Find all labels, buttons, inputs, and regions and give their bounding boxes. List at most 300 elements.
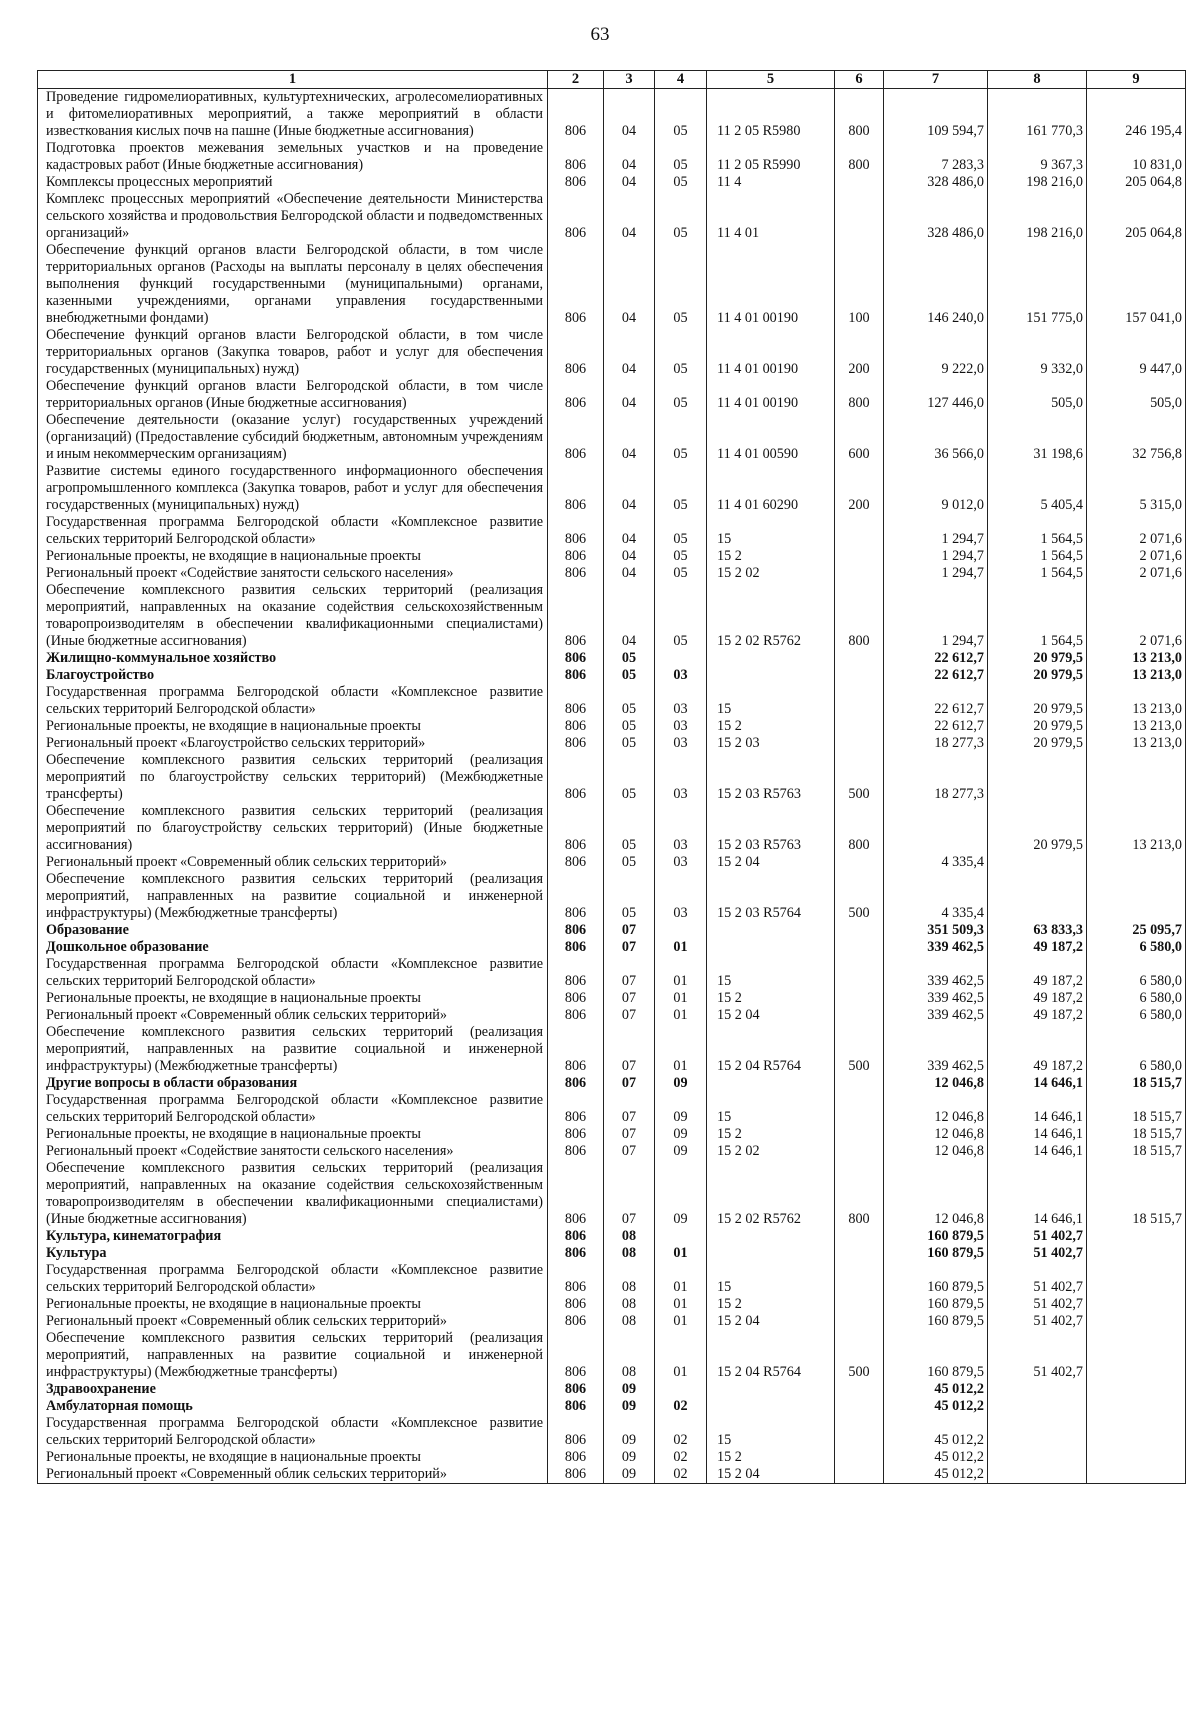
expense-type-code: 800 [835, 1160, 884, 1228]
amount-year-2: 1 564,5 [988, 582, 1087, 650]
amount-year-1: 160 879,5 [884, 1245, 988, 1262]
subsection-code: 03 [655, 684, 707, 718]
row-description: Региональный проект «Благоустройство сельских территорий» [38, 735, 548, 752]
amount-year-3: 505,0 [1087, 378, 1186, 412]
row-description: Развитие системы единого государственного информационного обеспечения агропромышленного комплекса (Закупка товаров, работ и услуг для обеспечения государственных (муниципальных) нужд) [38, 463, 548, 514]
amount-year-2: 20 979,5 [988, 667, 1087, 684]
table-body [38, 89, 1186, 1484]
ministry-code: 806 [548, 1398, 604, 1415]
amount-year-2: 51 402,7 [988, 1262, 1087, 1296]
subsection-code: 03 [655, 718, 707, 735]
expense-type-code [835, 1126, 884, 1143]
ministry-code: 806 [548, 1075, 604, 1092]
ministry-code: 806 [548, 922, 604, 939]
amount-year-3 [1087, 1245, 1186, 1262]
row-description: Региональный проект «Современный облик сельских территорий» [38, 854, 548, 871]
amount-year-1: 12 046,8 [884, 1143, 988, 1160]
amount-year-2: 198 216,0 [988, 191, 1087, 242]
target-article-code: 15 [707, 684, 835, 718]
amount-year-1: 160 879,5 [884, 1330, 988, 1381]
section-code: 07 [604, 956, 655, 990]
row-description: Культура, кинематография [38, 1228, 548, 1245]
target-article-code [707, 650, 835, 667]
amount-year-3: 6 580,0 [1087, 956, 1186, 990]
column-header: 1 [38, 71, 548, 89]
subsection-code: 02 [655, 1398, 707, 1415]
row-description: Обеспечение комплексного развития сельских территорий (реализация мероприятий, направленных на оказание содействия сельскохозяйственным товаропроизводителям в обеспечении квалификационными специалистами) (Иные бюджетные ассигнования) [38, 1160, 548, 1228]
row-description: Обеспечение функций органов власти Белгородской области, в том числе территориальных органов (Иные бюджетные ассигнования) [38, 378, 548, 412]
expense-type-code [835, 990, 884, 1007]
amount-year-1: 45 012,2 [884, 1398, 988, 1415]
target-article-code: 15 2 04 R5764 [707, 1330, 835, 1381]
expense-type-code [835, 548, 884, 565]
subsection-code: 09 [655, 1126, 707, 1143]
row-description: Региональный проект «Современный облик сельских территорий» [38, 1007, 548, 1024]
subsection-code: 05 [655, 565, 707, 582]
table-row [38, 514, 1186, 548]
expense-type-code: 500 [835, 1330, 884, 1381]
target-article-code: 15 2 04 [707, 1007, 835, 1024]
amount-year-3: 18 515,7 [1087, 1126, 1186, 1143]
ministry-code: 806 [548, 327, 604, 378]
section-code: 07 [604, 1092, 655, 1126]
ministry-code: 806 [548, 1313, 604, 1330]
section-code: 08 [604, 1245, 655, 1262]
section-code: 04 [604, 140, 655, 174]
target-article-code [707, 1245, 835, 1262]
expense-type-code [835, 1092, 884, 1126]
target-article-code: 15 2 02 R5762 [707, 1160, 835, 1228]
target-article-code: 15 2 [707, 1296, 835, 1313]
subsection-code: 01 [655, 1024, 707, 1075]
subsection-code: 09 [655, 1160, 707, 1228]
expense-type-code: 500 [835, 752, 884, 803]
amount-year-1: 1 294,7 [884, 514, 988, 548]
amount-year-3 [1087, 1449, 1186, 1466]
row-description: Обеспечение комплексного развития сельских территорий (реализация мероприятий, направленных на оказание содействия сельскохозяйственным товаропроизводителям в обеспечении квалификационными специалистами) (Иные бюджетные ассигнования) [38, 582, 548, 650]
table-row [38, 1024, 1186, 1075]
expense-type-code: 800 [835, 582, 884, 650]
amount-year-1: 4 335,4 [884, 871, 988, 922]
ministry-code: 806 [548, 939, 604, 956]
amount-year-1: 160 879,5 [884, 1262, 988, 1296]
subsection-code: 05 [655, 514, 707, 548]
expense-type-code [835, 1381, 884, 1398]
page-number: 63 [590, 24, 610, 45]
section-code: 09 [604, 1381, 655, 1398]
row-description: Жилищно-коммунальное хозяйство [38, 650, 548, 667]
section-code: 07 [604, 922, 655, 939]
amount-year-3: 13 213,0 [1087, 684, 1186, 718]
table-row [38, 990, 1186, 1007]
target-article-code: 11 4 01 00190 [707, 242, 835, 327]
target-article-code: 15 [707, 956, 835, 990]
subsection-code: 09 [655, 1143, 707, 1160]
section-code: 05 [604, 854, 655, 871]
amount-year-2: 14 646,1 [988, 1075, 1087, 1092]
amount-year-1: 12 046,8 [884, 1160, 988, 1228]
expense-type-code [835, 1228, 884, 1245]
amount-year-1: 339 462,5 [884, 939, 988, 956]
row-description: Обеспечение комплексного развития сельских территорий (реализация мероприятий, направленных на развитие социальной и инженерной инфраструктуры) (Межбюджетные трансферты) [38, 1330, 548, 1381]
amount-year-2: 51 402,7 [988, 1245, 1087, 1262]
amount-year-1: 109 594,7 [884, 89, 988, 141]
target-article-code: 15 [707, 1092, 835, 1126]
row-description: Здравоохранение [38, 1381, 548, 1398]
ministry-code: 806 [548, 1160, 604, 1228]
expense-type-code: 100 [835, 242, 884, 327]
expense-type-code [835, 1007, 884, 1024]
amount-year-3 [1087, 752, 1186, 803]
section-code: 08 [604, 1296, 655, 1313]
amount-year-2: 49 187,2 [988, 1007, 1087, 1024]
ministry-code: 806 [548, 174, 604, 191]
section-code: 08 [604, 1330, 655, 1381]
table-row [38, 1449, 1186, 1466]
ministry-code: 806 [548, 956, 604, 990]
amount-year-2 [988, 1381, 1087, 1398]
section-code: 05 [604, 871, 655, 922]
column-header: 8 [988, 71, 1087, 89]
amount-year-1: 22 612,7 [884, 650, 988, 667]
amount-year-1: 7 283,3 [884, 140, 988, 174]
expense-type-code [835, 650, 884, 667]
row-description: Обеспечение деятельности (оказание услуг) государственных учреждений (организаций) (Предоставление субсидий бюджетным, автономным учреждениям и иным некоммерческим организациям) [38, 412, 548, 463]
expense-type-code [835, 1245, 884, 1262]
amount-year-2: 49 187,2 [988, 990, 1087, 1007]
target-article-code: 15 2 02 [707, 1143, 835, 1160]
amount-year-3 [1087, 1228, 1186, 1245]
subsection-code: 01 [655, 1330, 707, 1381]
ministry-code: 806 [548, 1024, 604, 1075]
amount-year-2: 51 402,7 [988, 1330, 1087, 1381]
subsection-code: 01 [655, 1245, 707, 1262]
subsection-code [655, 1228, 707, 1245]
table-row [38, 378, 1186, 412]
table-row [38, 1262, 1186, 1296]
ministry-code: 806 [548, 1415, 604, 1449]
amount-year-2 [988, 1398, 1087, 1415]
section-code: 04 [604, 548, 655, 565]
table-row [38, 89, 1186, 141]
target-article-code: 15 2 03 R5763 [707, 752, 835, 803]
amount-year-3: 18 515,7 [1087, 1075, 1186, 1092]
expense-type-code [835, 735, 884, 752]
target-article-code [707, 939, 835, 956]
subsection-code: 01 [655, 1313, 707, 1330]
amount-year-2: 1 564,5 [988, 548, 1087, 565]
table-row [38, 242, 1186, 327]
subsection-code: 05 [655, 582, 707, 650]
ministry-code: 806 [548, 191, 604, 242]
budget-table [37, 70, 1186, 1484]
row-description: Региональные проекты, не входящие в национальные проекты [38, 1449, 548, 1466]
amount-year-2: 51 402,7 [988, 1228, 1087, 1245]
amount-year-3: 6 580,0 [1087, 939, 1186, 956]
expense-type-code: 800 [835, 89, 884, 141]
target-article-code: 11 4 01 00190 [707, 378, 835, 412]
table-row [38, 1007, 1186, 1024]
subsection-code: 05 [655, 463, 707, 514]
amount-year-2: 1 564,5 [988, 514, 1087, 548]
amount-year-1: 12 046,8 [884, 1092, 988, 1126]
amount-year-1: 339 462,5 [884, 956, 988, 990]
section-code: 05 [604, 735, 655, 752]
row-description: Комплекс процессных мероприятий «Обеспечение деятельности Министерства сельского хозяйства и продовольствия Белгородской области и подведомственных организаций» [38, 191, 548, 242]
target-article-code [707, 667, 835, 684]
table-row [38, 854, 1186, 871]
target-article-code: 11 4 01 00190 [707, 327, 835, 378]
row-description: Государственная программа Белгородской области «Комплексное развитие сельских территорий Белгородской области» [38, 1262, 548, 1296]
amount-year-3: 2 071,6 [1087, 565, 1186, 582]
ministry-code: 806 [548, 140, 604, 174]
amount-year-1: 339 462,5 [884, 990, 988, 1007]
expense-type-code [835, 1313, 884, 1330]
table-row [38, 1126, 1186, 1143]
amount-year-3: 25 095,7 [1087, 922, 1186, 939]
row-description: Обеспечение комплексного развития сельских территорий (реализация мероприятий, направленных на развитие социальной и инженерной инфраструктуры) (Межбюджетные трансферты) [38, 1024, 548, 1075]
subsection-code: 05 [655, 89, 707, 141]
subsection-code: 01 [655, 1007, 707, 1024]
target-article-code: 11 2 05 R5990 [707, 140, 835, 174]
row-description: Амбулаторная помощь [38, 1398, 548, 1415]
target-article-code: 15 [707, 514, 835, 548]
ministry-code: 806 [548, 548, 604, 565]
amount-year-3: 13 213,0 [1087, 803, 1186, 854]
column-header: 7 [884, 71, 988, 89]
subsection-code: 01 [655, 939, 707, 956]
subsection-code: 02 [655, 1466, 707, 1484]
column-header: 5 [707, 71, 835, 89]
ministry-code: 806 [548, 242, 604, 327]
expense-type-code [835, 956, 884, 990]
section-code: 08 [604, 1313, 655, 1330]
row-description: Региональные проекты, не входящие в национальные проекты [38, 1296, 548, 1313]
amount-year-2: 49 187,2 [988, 939, 1087, 956]
subsection-code [655, 650, 707, 667]
column-header: 4 [655, 71, 707, 89]
amount-year-3: 10 831,0 [1087, 140, 1186, 174]
target-article-code: 15 2 04 [707, 854, 835, 871]
subsection-code: 01 [655, 956, 707, 990]
table-row [38, 871, 1186, 922]
ministry-code: 806 [548, 1381, 604, 1398]
section-code: 09 [604, 1398, 655, 1415]
amount-year-2 [988, 1415, 1087, 1449]
amount-year-3 [1087, 1330, 1186, 1381]
amount-year-3 [1087, 1415, 1186, 1449]
table-row [38, 650, 1186, 667]
section-code: 04 [604, 412, 655, 463]
row-description: Региональные проекты, не входящие в национальные проекты [38, 990, 548, 1007]
amount-year-3: 205 064,8 [1087, 191, 1186, 242]
target-article-code: 15 2 [707, 1449, 835, 1466]
table-row [38, 956, 1186, 990]
ministry-code: 806 [548, 718, 604, 735]
subsection-code: 05 [655, 327, 707, 378]
subsection-code: 02 [655, 1415, 707, 1449]
expense-type-code [835, 174, 884, 191]
amount-year-3: 246 195,4 [1087, 89, 1186, 141]
table-row [38, 1381, 1186, 1398]
amount-year-1: 1 294,7 [884, 548, 988, 565]
ministry-code: 806 [548, 1296, 604, 1313]
amount-year-3: 18 515,7 [1087, 1143, 1186, 1160]
row-description: Дошкольное образование [38, 939, 548, 956]
section-code: 07 [604, 990, 655, 1007]
section-code: 05 [604, 718, 655, 735]
amount-year-1: 18 277,3 [884, 752, 988, 803]
amount-year-3: 13 213,0 [1087, 718, 1186, 735]
table-row [38, 922, 1186, 939]
amount-year-2 [988, 1466, 1087, 1484]
subsection-code: 09 [655, 1092, 707, 1126]
table-row [38, 1296, 1186, 1313]
target-article-code: 15 2 [707, 548, 835, 565]
row-description: Региональный проект «Современный облик сельских территорий» [38, 1313, 548, 1330]
subsection-code: 05 [655, 242, 707, 327]
column-header: 3 [604, 71, 655, 89]
section-code: 04 [604, 514, 655, 548]
subsection-code: 03 [655, 803, 707, 854]
ministry-code: 806 [548, 1007, 604, 1024]
row-description: Обеспечение комплексного развития сельских территорий (реализация мероприятий по благоустройству сельских территорий) (Иные бюджетные ассигнования) [38, 803, 548, 854]
target-article-code: 15 2 04 R5764 [707, 1024, 835, 1075]
table-row [38, 1160, 1186, 1228]
amount-year-1: 4 335,4 [884, 854, 988, 871]
row-description: Региональный проект «Содействие занятости сельского населения» [38, 1143, 548, 1160]
target-article-code: 15 2 [707, 718, 835, 735]
subsection-code: 01 [655, 1262, 707, 1296]
subsection-code: 05 [655, 378, 707, 412]
table-row [38, 939, 1186, 956]
section-code: 05 [604, 803, 655, 854]
subsection-code: 01 [655, 1296, 707, 1313]
amount-year-3: 157 041,0 [1087, 242, 1186, 327]
row-description: Обеспечение комплексного развития сельских территорий (реализация мероприятий, направленных на развитие социальной и инженерной инфраструктуры) (Межбюджетные трансферты) [38, 871, 548, 922]
column-header: 9 [1087, 71, 1186, 89]
amount-year-2: 49 187,2 [988, 1024, 1087, 1075]
section-code: 07 [604, 939, 655, 956]
ministry-code: 806 [548, 1262, 604, 1296]
table-row [38, 463, 1186, 514]
amount-year-3: 9 447,0 [1087, 327, 1186, 378]
amount-year-1: 45 012,2 [884, 1449, 988, 1466]
target-article-code [707, 1398, 835, 1415]
section-code: 08 [604, 1228, 655, 1245]
expense-type-code: 500 [835, 871, 884, 922]
amount-year-1: 45 012,2 [884, 1415, 988, 1449]
table-row [38, 1398, 1186, 1415]
ministry-code: 806 [548, 412, 604, 463]
ministry-code: 806 [548, 752, 604, 803]
section-code: 04 [604, 463, 655, 514]
row-description: Другие вопросы в области образования [38, 1075, 548, 1092]
row-description: Обеспечение функций органов власти Белгородской области, в том числе территориальных органов (Закупка товаров, работ и услуг для обеспечения государственных (муниципальных) нужд) [38, 327, 548, 378]
row-description: Проведение гидромелиоративных, культуртехнических, агролесомелиоративных и фитомелиоративных мероприятий, а также мероприятий в области известкования кислых почв на пашне (Иные бюджетные ассигнования) [38, 89, 548, 141]
row-description: Государственная программа Белгородской области «Комплексное развитие сельских территорий Белгородской области» [38, 684, 548, 718]
target-article-code: 11 4 [707, 174, 835, 191]
amount-year-2: 14 646,1 [988, 1092, 1087, 1126]
ministry-code: 806 [548, 1228, 604, 1245]
expense-type-code [835, 1466, 884, 1484]
ministry-code: 806 [548, 1245, 604, 1262]
amount-year-2: 51 402,7 [988, 1313, 1087, 1330]
subsection-code: 03 [655, 854, 707, 871]
target-article-code [707, 922, 835, 939]
amount-year-3: 13 213,0 [1087, 667, 1186, 684]
amount-year-1: 127 446,0 [884, 378, 988, 412]
expense-type-code: 600 [835, 412, 884, 463]
expense-type-code: 800 [835, 140, 884, 174]
amount-year-2: 161 770,3 [988, 89, 1087, 141]
row-description: Культура [38, 1245, 548, 1262]
amount-year-2: 9 332,0 [988, 327, 1087, 378]
row-description: Подготовка проектов межевания земельных участков и на проведение кадастровых работ (Иные бюджетные ассигнования) [38, 140, 548, 174]
column-header: 6 [835, 71, 884, 89]
target-article-code: 15 2 03 R5764 [707, 871, 835, 922]
target-article-code: 15 2 [707, 990, 835, 1007]
amount-year-1: 45 012,2 [884, 1381, 988, 1398]
table-row [38, 582, 1186, 650]
ministry-code: 806 [548, 514, 604, 548]
amount-year-3: 2 071,6 [1087, 514, 1186, 548]
table-row [38, 140, 1186, 174]
amount-year-3 [1087, 1296, 1186, 1313]
ministry-code: 806 [548, 463, 604, 514]
target-article-code: 15 2 04 [707, 1313, 835, 1330]
table-row [38, 1466, 1186, 1484]
amount-year-2 [988, 871, 1087, 922]
target-article-code: 11 2 05 R5980 [707, 89, 835, 141]
target-article-code [707, 1381, 835, 1398]
amount-year-2: 49 187,2 [988, 956, 1087, 990]
table-row [38, 412, 1186, 463]
amount-year-1: 1 294,7 [884, 565, 988, 582]
ministry-code: 806 [548, 378, 604, 412]
table-row [38, 803, 1186, 854]
expense-type-code [835, 514, 884, 548]
expense-type-code [835, 1415, 884, 1449]
target-article-code: 15 2 02 R5762 [707, 582, 835, 650]
table-row [38, 735, 1186, 752]
amount-year-1: 160 879,5 [884, 1296, 988, 1313]
section-code: 07 [604, 1126, 655, 1143]
section-code: 07 [604, 1160, 655, 1228]
target-article-code: 15 2 04 [707, 1466, 835, 1484]
row-description: Благоустройство [38, 667, 548, 684]
amount-year-1: 22 612,7 [884, 667, 988, 684]
amount-year-1: 328 486,0 [884, 191, 988, 242]
row-description: Государственная программа Белгородской области «Комплексное развитие сельских территорий Белгородской области» [38, 1092, 548, 1126]
amount-year-2: 198 216,0 [988, 174, 1087, 191]
amount-year-2: 14 646,1 [988, 1126, 1087, 1143]
ministry-code: 806 [548, 1143, 604, 1160]
amount-year-2 [988, 1449, 1087, 1466]
section-code: 04 [604, 89, 655, 141]
expense-type-code: 200 [835, 463, 884, 514]
ministry-code: 806 [548, 582, 604, 650]
amount-year-3: 5 315,0 [1087, 463, 1186, 514]
table-row [38, 1143, 1186, 1160]
ministry-code: 806 [548, 667, 604, 684]
section-code: 04 [604, 242, 655, 327]
ministry-code: 806 [548, 871, 604, 922]
target-article-code: 11 4 01 60290 [707, 463, 835, 514]
subsection-code: 03 [655, 667, 707, 684]
amount-year-2: 5 405,4 [988, 463, 1087, 514]
section-code: 04 [604, 582, 655, 650]
